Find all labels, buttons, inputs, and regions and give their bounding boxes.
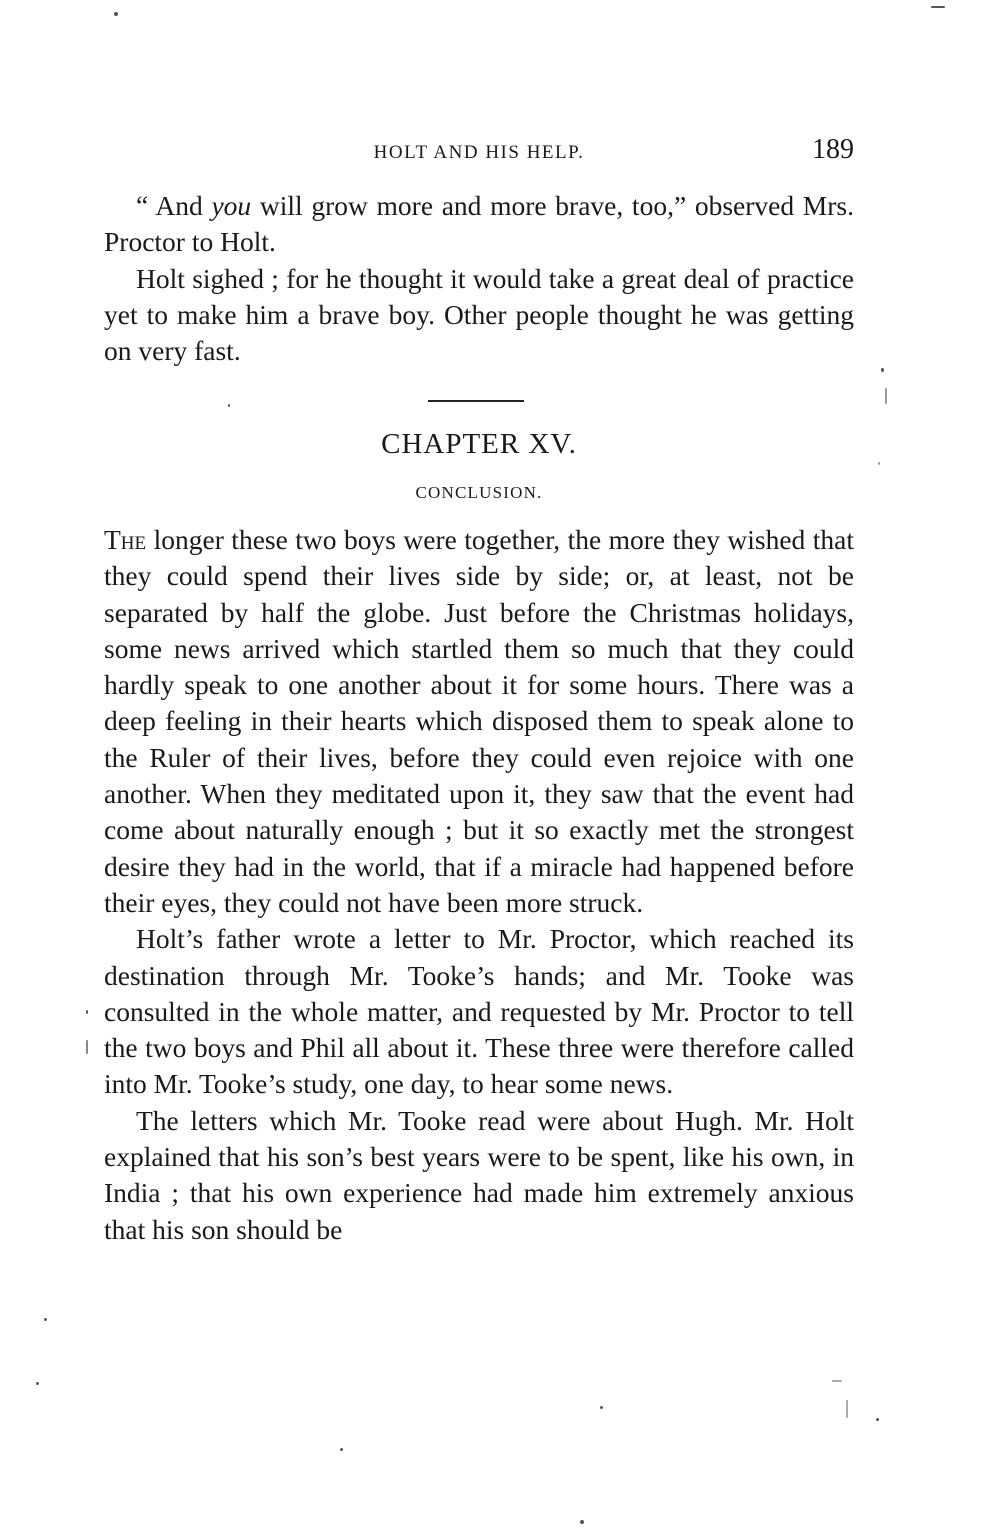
paper-speck	[600, 1406, 603, 1409]
chapter-body	[104, 522, 854, 1248]
paper-speck	[580, 1520, 584, 1524]
paper-speck	[931, 6, 945, 8]
paper-speck	[832, 1380, 842, 1382]
running-head	[104, 134, 854, 174]
paragraph-opening	[104, 522, 854, 921]
paper-speck	[36, 1382, 39, 1385]
opening-word: The	[104, 524, 147, 555]
dialogue-open: “ And	[136, 190, 212, 221]
paper-speck	[878, 462, 880, 465]
paper-speck	[114, 12, 118, 16]
paragraph-letter: Holt’s father wrote a letter to Mr. Proctor, which reached its destination through Mr. Tooke’s hands; and Mr. Tooke was consulted in the whole matter, and requested by Mr. Proctor to tell the two boys and Phil all about it. These three were therefore called into Mr. Tooke’s study, one day, to hear some news.	[104, 923, 854, 1100]
running-title: HOLT AND HIS HELP.	[373, 142, 585, 163]
dialogue-rest: will grow more and more brave, too,” observed Mrs. Proctor to Holt.	[104, 190, 854, 258]
paper-speck	[86, 1040, 88, 1054]
continued-text	[104, 188, 854, 369]
chapter-title: CHAPTER XV.	[381, 428, 577, 460]
paragraph-holt-sighed: Holt sighed ; for he thought it would take a great deal of practice yet to make him a brave boy. Other people thought he was getting on very fast.	[104, 262, 854, 367]
paper-speck	[44, 1318, 47, 1321]
paper-speck	[340, 1448, 343, 1451]
paper-speck	[846, 1400, 848, 1418]
paper-speck	[86, 1010, 88, 1014]
paper-speck	[876, 1418, 879, 1421]
paragraph-dialogue	[104, 188, 854, 261]
paper-speck	[881, 368, 884, 372]
paragraph-hugh: The letters which Mr. Tooke read were about Hugh. Mr. Holt explained that his son’s best years were to be spent, like his own, in India ; that his own experience had made him extremely anxious that his son should be	[104, 1104, 854, 1245]
section-divider	[428, 400, 524, 402]
opening-text: longer these two boys were together, the more they wished that they could spend their lives side by side; or, at least, not be separated by half the globe. Just before the Christmas holidays, some news arrived which startled them so much that they could hardly speak to one another about it for some hours. There was a deep feeling in their hearts which disposed them to speak alone to the Ruler of their lives, before they could even rejoice with one another. When they meditated upon it, they saw that the event had come about naturally enough ; but it so exactly met the strongest desire they had in the world, that if a miracle had happened before their eyes, they could not have been more struck.	[104, 524, 854, 918]
paper-speck	[228, 404, 230, 407]
page-number: 189	[812, 134, 854, 165]
emphasis-word: you	[211, 190, 252, 221]
chapter-subtitle: CONCLUSION.	[415, 483, 543, 502]
paper-speck	[885, 388, 887, 404]
